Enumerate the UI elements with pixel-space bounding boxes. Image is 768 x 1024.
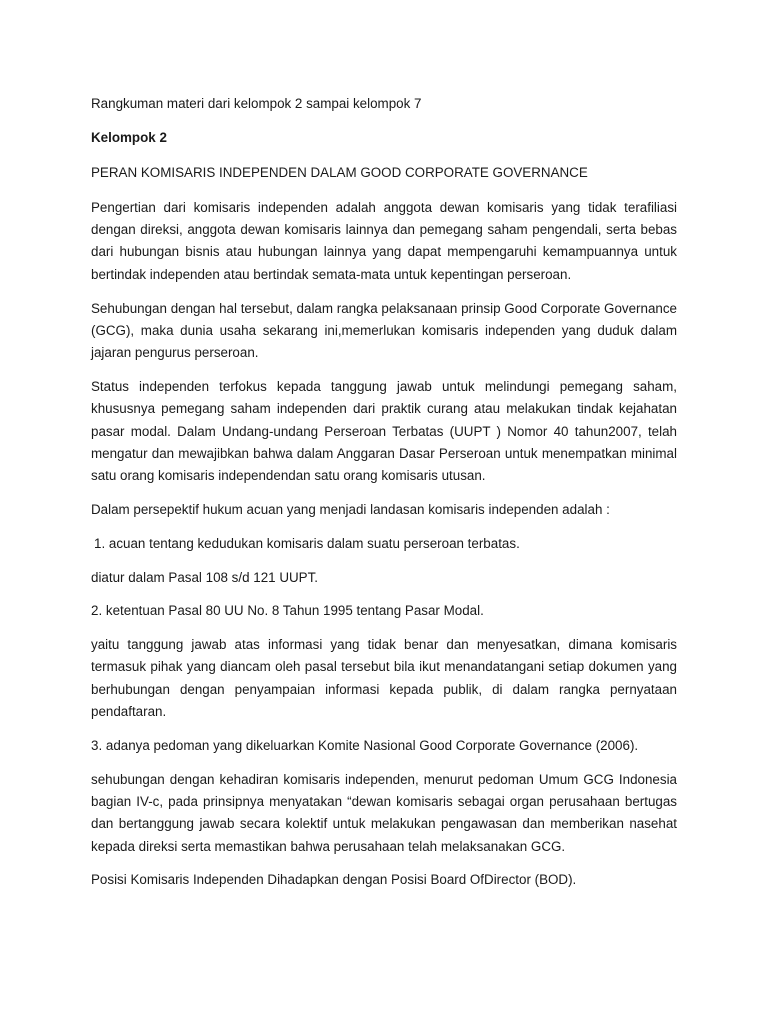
point-2: 2. ketentuan Pasal 80 UU No. 8 Tahun 1995 tentang Pasar Modal. (91, 603, 484, 619)
point-1-detail: diatur dalam Pasal 108 s/d 121 UUPT. (91, 569, 319, 585)
topic-title: PERAN KOMISARIS INDEPENDEN DALAM GOOD CORPORATE GOVERNANCE (91, 164, 588, 180)
paragraph-definition: Pengertian dari komisaris independen adalah anggota dewan komisaris yang tidak terafiliasi dengan direksi, anggota dewan komisaris lainnya dan pemegang saham pengendali, serta bebas dari hubungan bisnis atau hubungan lainnya yang dapat mempengaruhi kemampuannya untuk bertindak independen atau bertindak semata-mata untuk kepentingan perseroan. (91, 199, 677, 282)
paragraph-gcg-context: Sehubungan dengan hal tersebut, dalam rangka pelaksanaan prinsip Good Corporate Governance (GCG), maka dunia usaha sekarang ini,memerlukan komisaris independen yang duduk dalam jajaran pengurus perseroan. (91, 300, 677, 361)
closing-line: Posisi Komisaris Independen Dihadapkan dengan Posisi Board OfDirector (BOD). (91, 872, 577, 888)
point-2-detail: yaitu tanggung jawab atas informasi yang tidak benar dan menyesatkan, dimana komisaris termasuk pihak yang diancam oleh pasal tersebut bila ikut menandatangani setiap dokumen yang berhubungan dengan penyampaian informasi kepada publik, di dalam rangka pernyataan pendaftaran. (91, 637, 677, 720)
point-1: 1. acuan tentang kedudukan komisaris dalam suatu perseroan terbatas. (94, 535, 520, 551)
point-3-detail: sehubungan dengan kehadiran komisaris independen, menurut pedoman Umum GCG Indonesia bagian IV-c, pada prinsipnya menyatakan “dewan komisaris sebagai organ perusahaan bertugas dan bertanggung jawab secara kolektif untuk melakukan pengawasan dan memberikan nasehat kepada direksi serta memastikan bahwa perusahaan telah melaksanakan GCG. (91, 771, 677, 854)
paragraph-status: Status independen terfokus kepada tanggung jawab untuk melindungi pemegang saham, khususnya pemegang saham independen dari praktik curang atau melakukan tindak kejahatan pasar modal. Dalam Undang-undang Perseroan Terbatas (UUPT ) Nomor 40 tahun2007, telah mengatur dan mewajibkan bahwa dalam Anggaran Dasar Perseroan untuk menempatkan minimal satu orang komisaris independendan satu orang komisaris utusan. (91, 378, 677, 484)
document-body (91, 93, 677, 903)
intro-line: Rangkuman materi dari kelompok 2 sampai kelompok 7 (91, 96, 422, 111)
point-3: 3. adanya pedoman yang dikeluarkan Komite Nasional Good Corporate Governance (2006). (91, 737, 639, 753)
group-heading: Kelompok 2 (91, 130, 167, 146)
paragraph-legal-basis: Dalam persepektif hukum acuan yang menjadi landasan komisaris independen adalah : (91, 501, 610, 517)
